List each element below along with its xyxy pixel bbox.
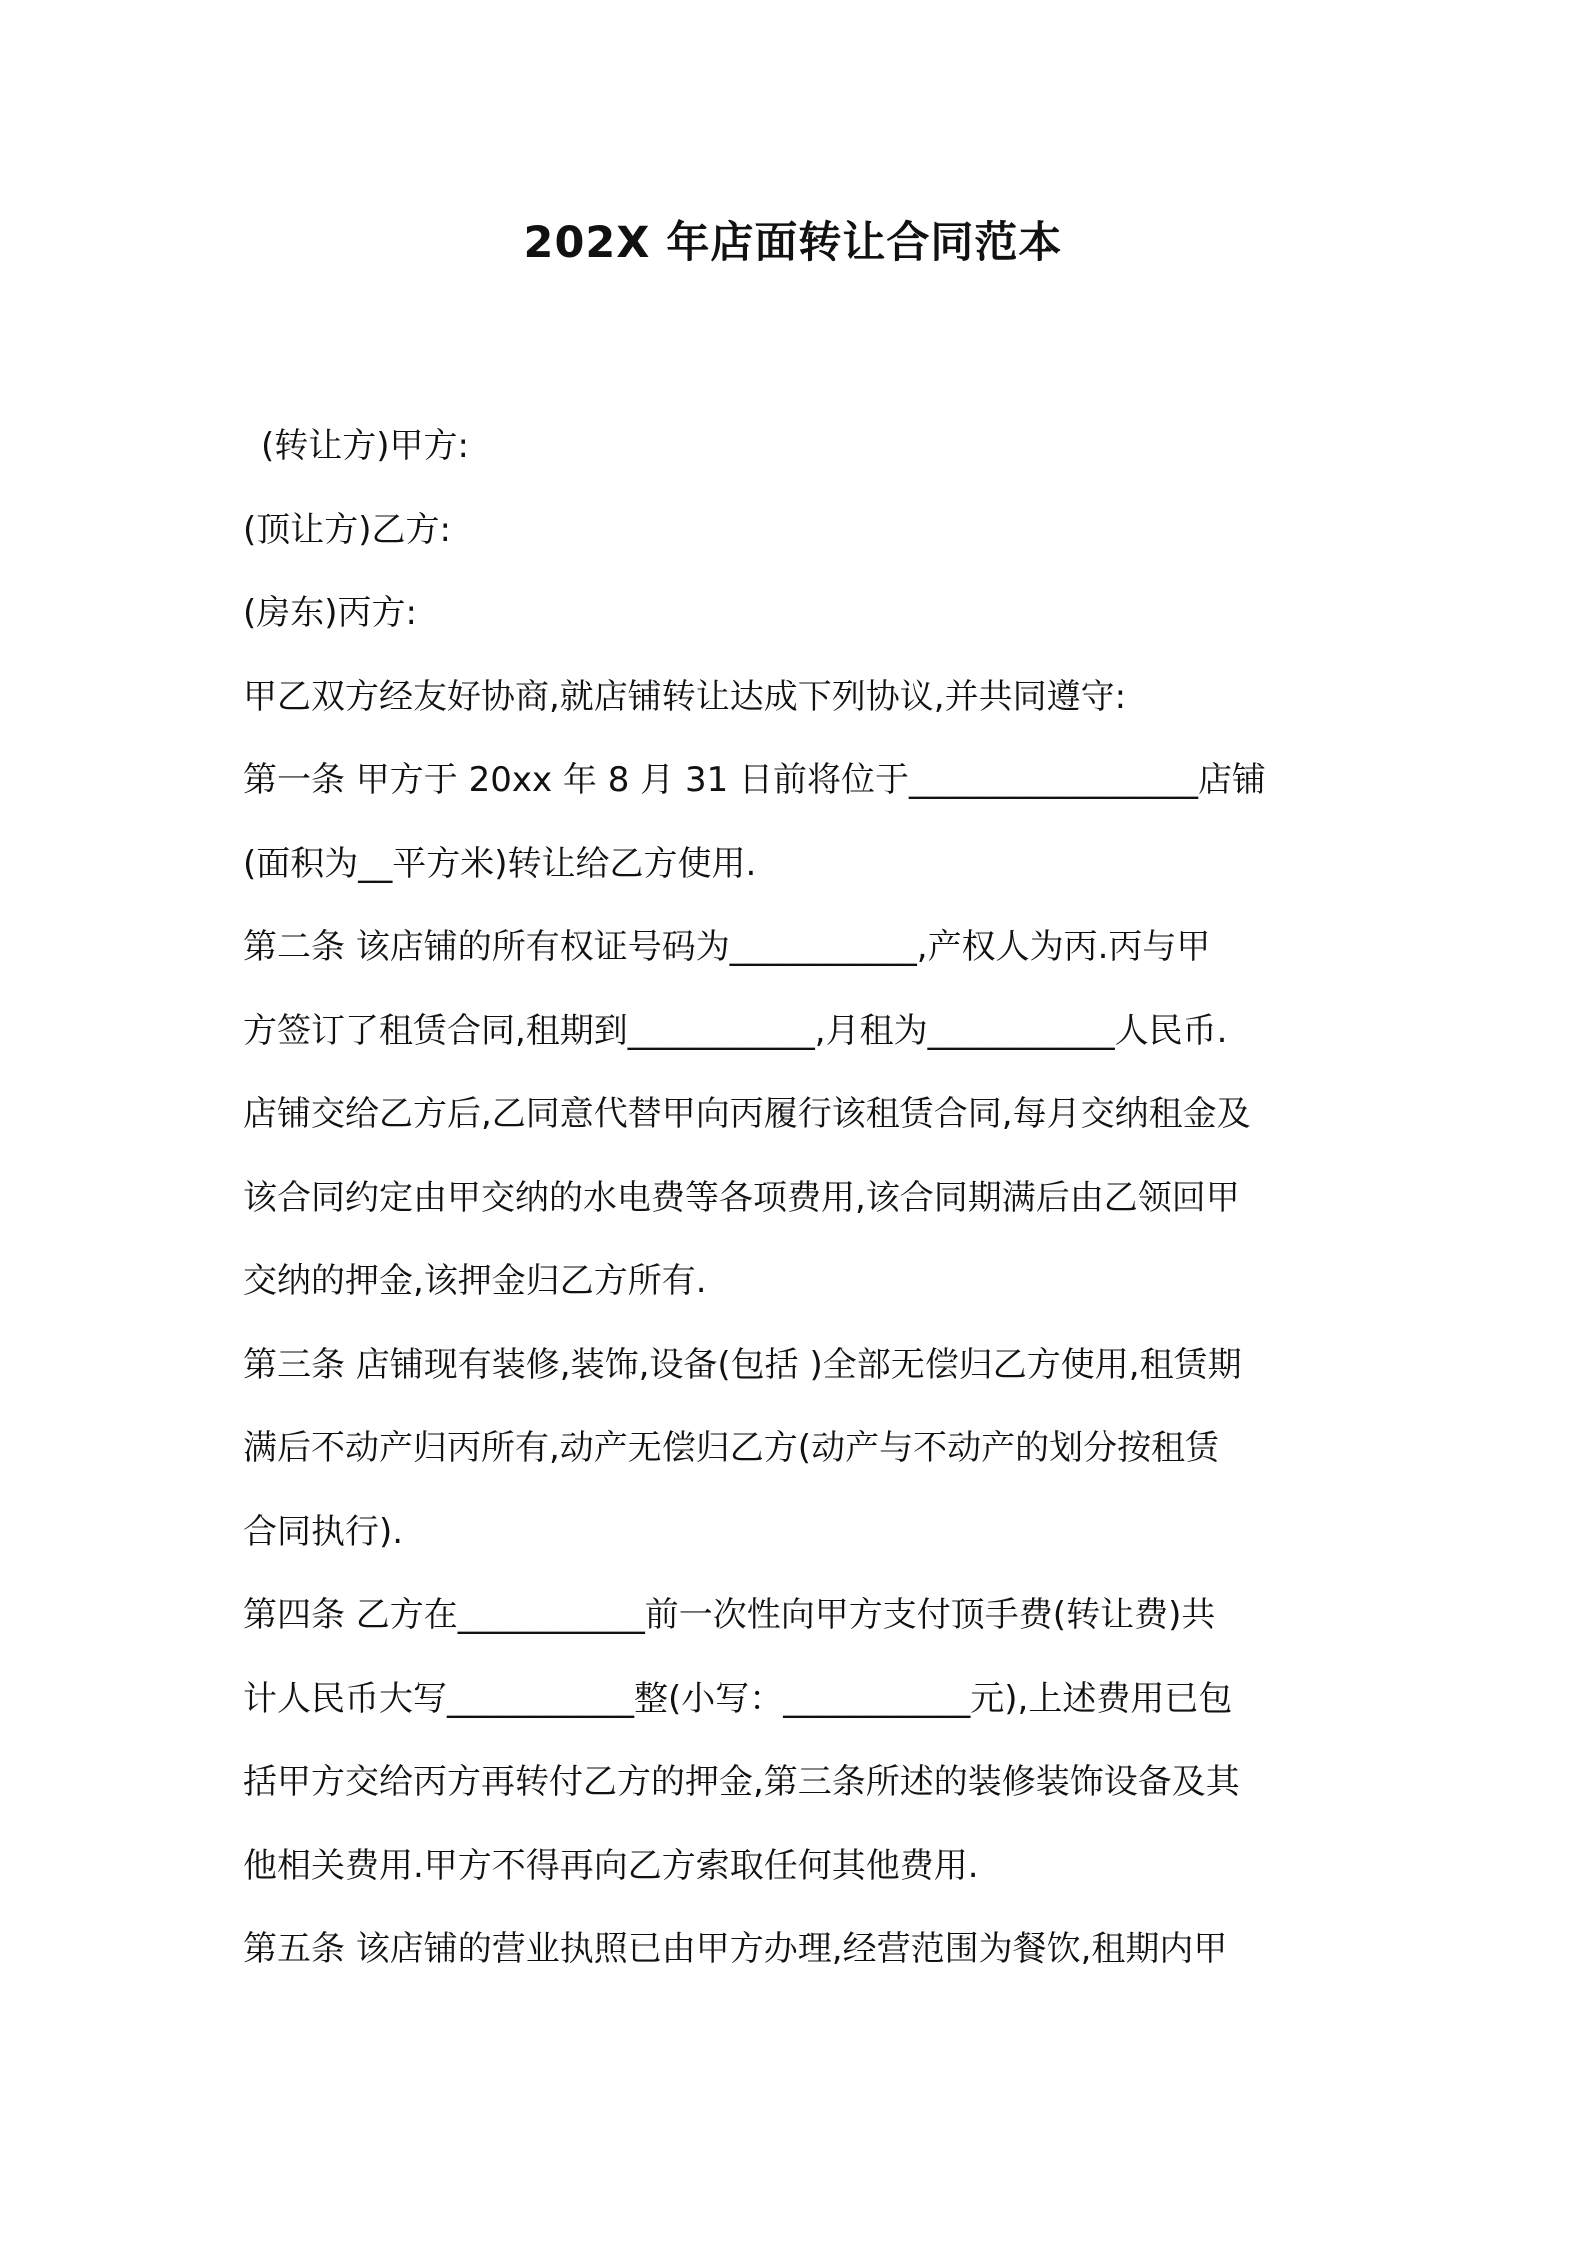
article-3-line-3: 合同执行). bbox=[243, 1511, 404, 1552]
article-4-line-1: 第四条 乙方在___________前一次性向甲方支付顶手费(转让费)共 bbox=[243, 1595, 1216, 1635]
article-2-line-4: 该合同约定由甲交纳的水电费等各项费用,该合同期满后由乙领回甲 bbox=[243, 1177, 1240, 1218]
document-title: 202X 年店面转让合同范本 bbox=[523, 218, 1063, 268]
article-2-line-5: 交纳的押金,该押金归乙方所有. bbox=[243, 1261, 707, 1301]
article-3-line-2: 满后不动产归丙所有,动产无偿归乙方(动产与不动产的划分按租赁 bbox=[243, 1428, 1220, 1468]
party-c-line: (房东)丙方: bbox=[243, 593, 417, 633]
party-a-line: (转让方)甲方: bbox=[261, 426, 469, 466]
article-2-line-2: 方签订了租赁合同,租期到___________,月租为___________人民币. bbox=[243, 1010, 1228, 1051]
article-4-line-4: 他相关费用.甲方不得再向乙方索取任何其他费用. bbox=[243, 1845, 979, 1886]
agreement-intro-line: 甲乙双方经友好协商,就店铺转让达成下列协议,并共同遵守: bbox=[243, 676, 1127, 717]
party-b-line: (顶让方)乙方: bbox=[243, 509, 451, 550]
article-1-line-1: 第一条 甲方于 20xx 年 8 月 31 日前将位于_________________店铺 bbox=[243, 760, 1267, 800]
article-2-line-3: 店铺交给乙方后,乙同意代替甲向丙履行该租赁合同,每月交纳租金及 bbox=[243, 1094, 1251, 1134]
article-4-line-2: 计人民币大写___________整(小写：___________元),上述费用已包 bbox=[243, 1678, 1233, 1719]
article-4-line-3: 括甲方交给丙方再转付乙方的押金,第三条所述的装修装饰设备及其 bbox=[243, 1762, 1240, 1802]
article-5-line-1: 第五条 该店铺的营业执照已由甲方办理,经营范围为餐饮,租期内甲 bbox=[243, 1929, 1228, 1969]
article-3-line-1: 第三条 店铺现有装修,装饰,设备(包括 )全部无偿归乙方使用,租赁期 bbox=[243, 1344, 1242, 1385]
article-2-line-1: 第二条 该店铺的所有权证号码为___________,产权人为丙.丙与甲 bbox=[243, 927, 1211, 967]
document-body bbox=[243, 405, 1358, 1992]
article-1-line-2: (面积为__平方米)转让给乙方使用. bbox=[243, 843, 757, 884]
